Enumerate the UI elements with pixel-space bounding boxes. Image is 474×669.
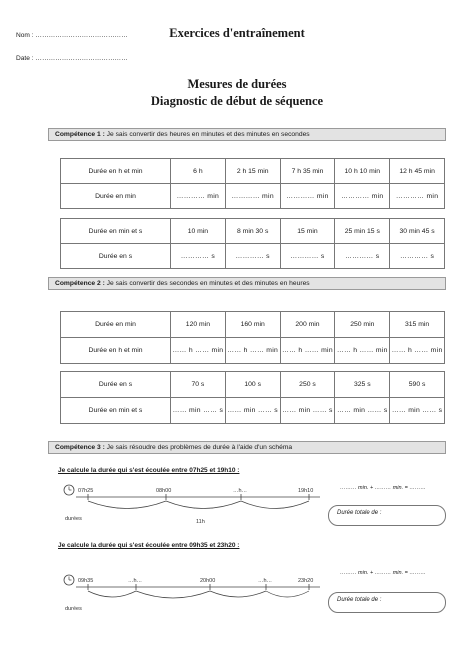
competence-1-text: Je sais convertir des heures en minutes et des minutes en secondes <box>104 131 310 138</box>
cell-value: 25 min 15 s <box>335 219 390 244</box>
timeline-1-durations-label: durées <box>65 516 82 522</box>
answer-cell[interactable]: …… h …… min <box>280 338 335 364</box>
timeline-1-segment-label: 11h <box>196 519 205 525</box>
row-label: Durée en s <box>61 372 171 398</box>
row-label: Durée en h et min <box>61 159 171 184</box>
duration-arc <box>241 501 309 509</box>
answer-cell[interactable]: ………… min <box>225 184 280 209</box>
cell-value: 30 min 45 s <box>390 219 445 244</box>
duration-arc <box>88 591 136 597</box>
competence-1-banner <box>48 128 446 141</box>
answer-cell[interactable]: ………… min <box>390 184 445 209</box>
competence-1-table-hours-minutes <box>60 158 445 209</box>
problem-2-total-label: Durée totale de : <box>337 597 382 603</box>
competence-1-table-minutes-seconds <box>60 218 445 269</box>
answer-cell[interactable]: …… min …… s <box>171 398 226 424</box>
answer-cell[interactable]: ………… min <box>171 184 226 209</box>
date-field-label: Date : …………………………………… <box>16 55 128 62</box>
duration-arc <box>266 591 309 597</box>
problem-2-question: Je calcule la durée qui s'est écoulée entre 09h35 et 23h20 : <box>58 542 240 549</box>
cell-value: 200 min <box>280 312 335 338</box>
clock-icon <box>64 575 74 585</box>
competence-3-label: Compétence 3 : <box>55 444 105 451</box>
subtitle-line-2: Diagnostic de début de séquence <box>150 94 324 108</box>
cell-value: 10 min <box>171 219 226 244</box>
cell-value: 315 min <box>390 312 445 338</box>
cell-value: 10 h 10 min <box>335 159 390 184</box>
cell-value: 120 min <box>171 312 226 338</box>
duration-arc <box>88 501 166 509</box>
competence-3-banner <box>48 441 446 454</box>
answer-cell[interactable]: …… h …… min <box>335 338 390 364</box>
answer-cell[interactable]: ………… s <box>225 244 280 269</box>
cell-value: 70 s <box>171 372 226 398</box>
competence-2-table-minutes-hours <box>60 311 445 364</box>
timeline-2-end-label: 23h20 <box>298 578 314 584</box>
answer-cell[interactable]: ………… s <box>390 244 445 269</box>
answer-cell[interactable]: …… min …… s <box>335 398 390 424</box>
timeline-1-end-label: 19h10 <box>298 488 314 494</box>
problem-1-question: Je calcule la durée qui s'est écoulée entre 07h25 et 19h10 : <box>58 467 240 474</box>
clock-icon <box>64 485 74 495</box>
cell-value: 15 min <box>280 219 335 244</box>
duration-arc <box>166 501 241 509</box>
timeline-2-durations-label: durées <box>65 606 82 612</box>
cell-value: 6 h <box>171 159 226 184</box>
answer-cell[interactable]: ………… min <box>280 184 335 209</box>
answer-cell[interactable]: ………… s <box>171 244 226 269</box>
cell-value: 160 min <box>225 312 280 338</box>
problem-2-total-box[interactable] <box>328 592 446 613</box>
problem-2-sum-line[interactable]: ……… min. + ……… min. = ……… <box>340 570 426 576</box>
problem-1-total-box[interactable] <box>328 505 446 526</box>
answer-cell[interactable]: ………… s <box>280 244 335 269</box>
answer-cell[interactable]: …… min …… s <box>390 398 445 424</box>
timeline-2-start-label: 09h35 <box>78 578 94 584</box>
competence-1-label: Compétence 1 : <box>55 131 105 138</box>
cell-value: 2 h 15 min <box>225 159 280 184</box>
row-label: Durée en min <box>61 184 171 209</box>
cell-value: 325 s <box>335 372 390 398</box>
cell-value: 100 s <box>225 372 280 398</box>
cell-value: 590 s <box>390 372 445 398</box>
row-label: Durée en min et s <box>61 398 171 424</box>
answer-cell[interactable]: …… h …… min <box>225 338 280 364</box>
timeline-1-start-label: 07h25 <box>78 488 94 494</box>
cell-value: 12 h 45 min <box>390 159 445 184</box>
answer-cell[interactable]: …… min …… s <box>280 398 335 424</box>
cell-value: 250 s <box>280 372 335 398</box>
problem-1-sum-line[interactable]: ……… min. + ……… min. = ……… <box>340 485 426 491</box>
competence-2-label: Compétence 2 : <box>55 280 105 287</box>
row-label: Durée en min et s <box>61 219 171 244</box>
cell-value: 8 min 30 s <box>225 219 280 244</box>
answer-cell[interactable]: ………… s <box>335 244 390 269</box>
cell-value: 250 min <box>335 312 390 338</box>
answer-cell[interactable]: …… min …… s <box>225 398 280 424</box>
competence-2-table-seconds-minutes <box>60 371 445 424</box>
timeline-2-mid3-label: …h… <box>258 578 273 584</box>
cell-value: 7 h 35 min <box>280 159 335 184</box>
answer-cell[interactable]: ………… min <box>335 184 390 209</box>
subtitle-line-1: Mesures de durées <box>187 77 287 91</box>
name-field-label: Nom : …………………………………… <box>16 32 128 39</box>
answer-cell[interactable]: …… h …… min <box>390 338 445 364</box>
timeline-2-mid2-label: 20h00 <box>200 578 216 584</box>
row-label: Durée en min <box>61 312 171 338</box>
duration-arc <box>136 591 210 598</box>
duration-arc <box>210 591 266 597</box>
timeline-1-mid1-label: 08h00 <box>156 488 172 494</box>
page-title: Exercices d'entraînement <box>169 26 305 40</box>
timeline-2-mid1-label: …h… <box>128 578 143 584</box>
competence-2-text: Je sais convertir des secondes en minutes et des minutes en heures <box>104 280 310 287</box>
competence-2-banner <box>48 277 446 290</box>
row-label: Durée en h et min <box>61 338 171 364</box>
competence-3-text: Je sais résoudre des problèmes de durée à l'aide d'un schéma <box>104 444 293 451</box>
problem-1-total-label: Durée totale de : <box>337 510 382 516</box>
row-label: Durée en s <box>61 244 171 269</box>
answer-cell[interactable]: …… h …… min <box>171 338 226 364</box>
timeline-1-mid2-label: …h… <box>233 488 248 494</box>
